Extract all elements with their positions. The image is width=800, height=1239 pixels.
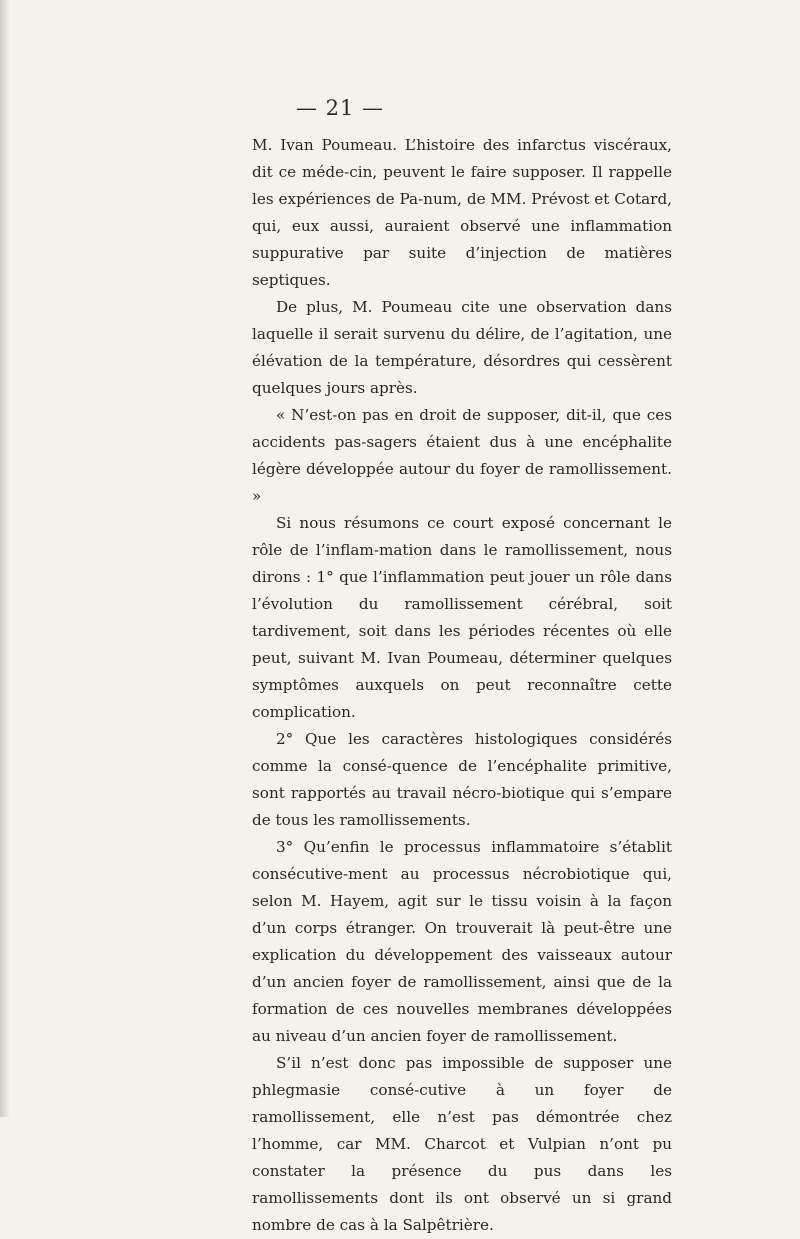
paragraph: 3° Qu’enfin le processus inflammatoire s’établit consécutive-ment au processus nécrobiotique qui, selon M. Hayem, agit sur le tissu voisin à la façon d’un corps étranger. On trouverait là peut-être une explication du développement des vaisseaux autour d’un ancien foyer de ramollissement, ainsi que de la formation de ces nouvelles membranes développées au niveau d’un ancien foyer de ramollissement. (252, 838, 672, 1045)
page-number: — 21 — (295, 96, 385, 120)
paragraph: M. Ivan Poumeau. L’histoire des infarctus viscéraux, dit ce méde-cin, peuvent le faire supposer. Il rappelle les expériences de Pa-num, de MM. Prévost et Cotard, qui, eux aussi, auraient observé une inflammation suppurative par suite d’injection de matières septiques. (252, 136, 672, 289)
paragraph: « N’est-on pas en droit de supposer, dit-il, que ces accidents pas-sagers étaient dus à une encéphalite légère développée autour du foyer de ramollissement. » (252, 406, 672, 505)
page-edge-shadow (0, 0, 10, 1117)
paragraph: Si nous résumons ce court exposé concernant le rôle de l’inflam-mation dans le ramollissement, nous dirons : 1° que l’inflammation peut jouer un rôle dans l’évolution du ramollissement cérébral, soit tardivement, soit dans les périodes récentes où elle peut, suivant M. Ivan Poumeau, déterminer quelques symptômes auxquels on peut reconnaître cette complication. (252, 514, 672, 721)
paragraph: De plus, M. Poumeau cite une observation dans laquelle il serait survenu du délire, de l’agitation, une élévation de la température, désordres qui cessèrent quelques jours après. (252, 298, 672, 397)
body-text (252, 132, 672, 1239)
paragraph: 2° Que les caractères histologiques considérés comme la consé-quence de l’encéphalite primitive, sont rapportés au travail nécro-biotique qui s’empare de tous les ramollissements. (252, 730, 672, 829)
paragraph: S’il n’est donc pas impossible de supposer une phlegmasie consé-cutive à un foyer de ramollissement, elle n’est pas démontrée chez l’homme, car MM. Charcot et Vulpian n’ont pu constater la présence du pus dans les ramollissements dont ils ont observé un si grand nombre de cas à la Salpêtrière. (252, 1054, 672, 1234)
